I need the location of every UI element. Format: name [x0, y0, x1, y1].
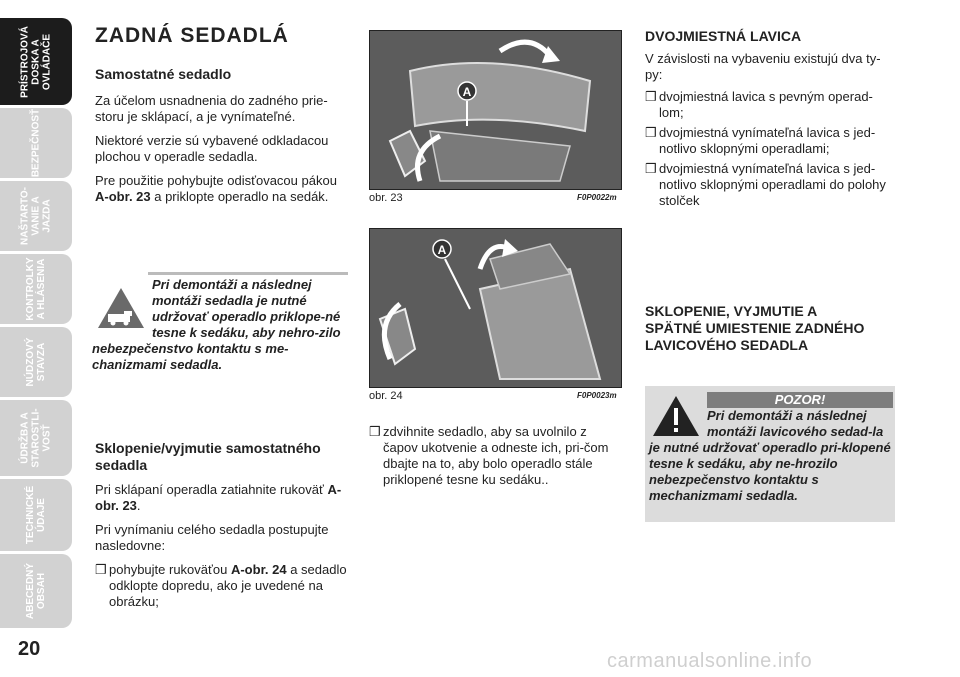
paragraph: Za účelom usnadnenia do zadného prie-storu je sklápací, a je vynímateľné.: [95, 93, 328, 124]
figure-23-photo: [369, 30, 622, 190]
checkbox-bullet-icon: ❒: [645, 125, 657, 140]
tab-label: TECHNICKÉ ÚDAJE: [25, 485, 47, 545]
section-heading: DVOJMIESTNÁ LAVICA: [645, 28, 802, 44]
paragraph: Pre použitie pohybujte odisťovacou pákou A-obr. 23 a priklopte operadlo na sedák.: [95, 173, 337, 204]
tab-pristrojova-doska[interactable]: [0, 18, 72, 105]
label-a: A: [437, 243, 447, 257]
figure-caption: obr. 24: [369, 390, 403, 402]
tab-nudzovy-stav[interactable]: [0, 327, 72, 397]
tab-bezpecnost[interactable]: [0, 108, 72, 178]
tab-label: BEZPEČNOSŤ: [30, 108, 42, 178]
checkbox-bullet-icon: ❒: [645, 161, 657, 176]
subheading: Sklopenie/vyjmutie samostatného sedadla: [95, 440, 321, 473]
tab-kontrolky[interactable]: [0, 254, 72, 324]
paragraph: Pri sklápaní operadla zatiahnite rukoväť A-obr. 23.: [95, 482, 342, 513]
divider: [148, 272, 348, 275]
tab-label: NÚDZOVÝ STAVZA: [25, 337, 47, 387]
page-number: 20: [18, 638, 41, 660]
checkbox-bullet-icon: ❒: [95, 562, 107, 577]
column-2-text: [369, 424, 621, 488]
page-title: ZADNÁ SEDADLÁ: [95, 24, 289, 47]
subheading: Samostatné sedadlo: [95, 66, 232, 82]
paragraph: V závislosti na vybaveniu existujú dva ty-py:: [645, 51, 881, 82]
tab-label: NAŠTARTO- VANIE A JAZDA: [19, 187, 53, 245]
list-item: ❒ dvojmiestná vynímateľná lavica s jed-notlivo sklopnými operadlami do polohy stolček: [645, 161, 886, 208]
figure-code: F0P0023m: [577, 391, 617, 400]
warning-box: [92, 272, 348, 373]
figure-code: F0P0022m: [577, 193, 617, 202]
pozor-title: POZOR!: [707, 392, 893, 408]
warning-text-body: Pri demontáži a následnej montáži sedadla je nutné udržovať operadlo priklope-né tesne k sedáku, aby nehro-zilo nebezpečenstvo kontaktu s me-chanizmami sedadla.: [92, 277, 341, 372]
warning-triangle-icon: [96, 286, 146, 335]
list-item: ❒ dvojmiestná lavica s pevným operad-lom;: [645, 89, 873, 120]
figure-24-photo: [369, 228, 622, 388]
watermark: carmanualsonline.info: [607, 650, 813, 672]
figure-caption: obr. 23: [369, 192, 403, 204]
list-item: ❒ zdvihnite sedadlo, aby sa uvolnilo z čapov ukotvenie a odneste ich, pri-čom dbajte na to, aby bolo operadlo stále priklopené tesne ku sedáku..: [369, 424, 609, 487]
tab-label: PRÍSTROJOVÁ DOSKA A OVLÁDAČE: [19, 25, 53, 98]
section-heading: SKLOPENIE, VYJMUTIE A SPÄTNÉ UMIESTENIE ZADNÉHO LAVICOVÉHO SEDADLA: [645, 303, 865, 353]
tab-label: ÚDRŽBA A STAROSTLI- VOSŤ: [19, 408, 53, 468]
tab-abecedny-obsah[interactable]: [0, 554, 72, 628]
paragraph: Niektoré verzie sú vybavené odkladacou plochou v operadle sedadla.: [95, 133, 329, 164]
tab-label: KONTROLKY A HLÁSENIA: [25, 257, 47, 321]
tab-udrzba[interactable]: [0, 400, 72, 476]
column-1-top: [95, 66, 348, 205]
checkbox-bullet-icon: ❒: [645, 89, 657, 104]
tab-technicke-udaje[interactable]: [0, 479, 72, 551]
pozor-text: Pri demontáži a následnej montáži lavicového sedad-la je nutné udržovať operadlo pri-klopené tesne k sedáku, aby ne-hrozilo nebezpečenstvo kontaktu s mechanizmami sedadla.: [649, 408, 891, 503]
column-3-top: [645, 28, 895, 209]
paragraph: Pri vynímaniu celého sedadla postupujte nasledovne:: [95, 522, 329, 553]
label-a: A: [462, 85, 472, 99]
tab-nastartovanie[interactable]: [0, 181, 72, 251]
tab-label: ABECEDNÝ OBSAH: [25, 562, 47, 620]
pozor-warning-box: [645, 386, 895, 522]
column-1-bottom: [95, 440, 350, 610]
list-item: ❒ dvojmiestná vynímateľná lavica s jed-notlivo sklopnými operadlami;: [645, 125, 876, 156]
checkbox-bullet-icon: ❒: [369, 424, 381, 439]
list-item: ❒ pohybujte rukoväťou A-obr. 24 a sedadlo odklopte dopredu, ako je uvedené na obrázku;: [95, 562, 347, 609]
